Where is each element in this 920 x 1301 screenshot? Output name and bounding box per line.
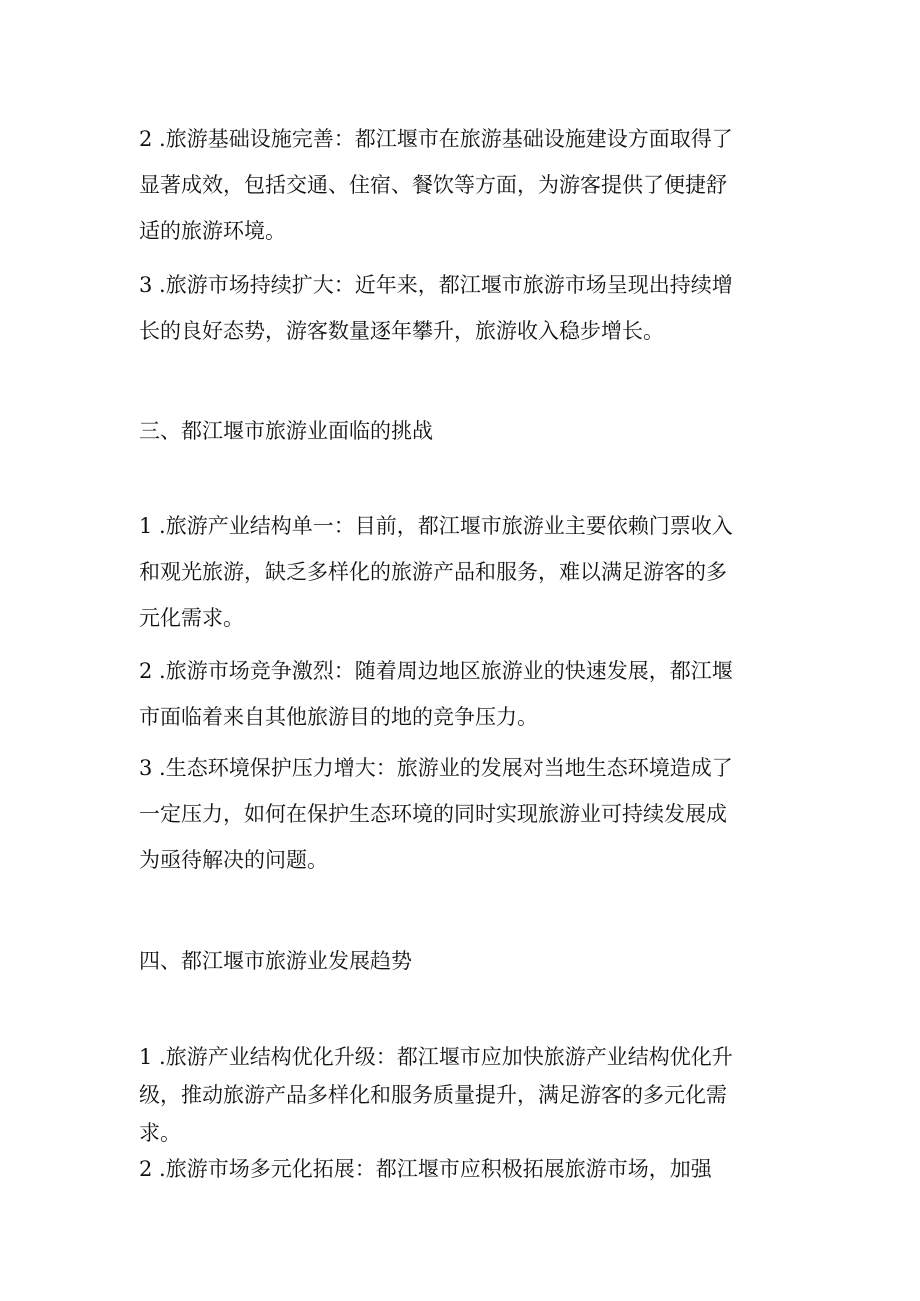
section-heading-challenges: 三、都江堰市旅游业面临的挑战 xyxy=(139,419,433,443)
text-line: 和观光旅游，缺乏多样化的旅游产品和服务，难以满足游客的多 xyxy=(139,560,727,584)
paragraph-structure-upgrade xyxy=(139,1038,789,1152)
text-line: 2 .旅游市场竞争激烈：随着周边地区旅游业的快速发展，都江堰 xyxy=(139,659,733,683)
text-line: 1 .旅游产业结构优化升级：都江堰市应加快旅游产业结构优化升 xyxy=(139,1045,733,1069)
text-line: 级，推动旅游产品多样化和服务质量提升，满足游客的多元化需 xyxy=(139,1083,727,1107)
text-line: 元化需求。 xyxy=(139,606,244,630)
text-line: 长的良好态势，游客数量逐年攀升，旅游收入稳步增长。 xyxy=(139,319,664,343)
paragraph-market-expansion xyxy=(139,262,789,354)
paragraph-competition xyxy=(139,648,789,740)
text-line: 3 .旅游市场持续扩大：近年来，都江堰市旅游市场呈现出持续增 xyxy=(139,273,733,297)
text-line: 适的旅游环境。 xyxy=(139,219,286,243)
section-heading-trends: 四、都江堰市旅游业发展趋势 xyxy=(139,949,412,973)
text-line: 2 .旅游市场多元化拓展：都江堰市应积极拓展旅游市场，加强 xyxy=(139,1157,712,1181)
text-line: 一定压力，如何在保护生态环境的同时实现旅游业可持续发展成 xyxy=(139,802,727,826)
paragraph-market-diversification xyxy=(139,1146,789,1192)
paragraph-single-structure xyxy=(139,503,789,641)
text-line: 求。 xyxy=(139,1121,181,1145)
paragraph-ecology-pressure xyxy=(139,745,789,883)
text-line: 2 .旅游基础设施完善：都江堰市在旅游基础设施建设方面取得了 xyxy=(139,127,733,151)
text-line: 3 .生态环境保护压力增大：旅游业的发展对当地生态环境造成了 xyxy=(139,756,733,780)
text-line: 为亟待解决的问题。 xyxy=(139,848,328,872)
text-line: 市面临着来自其他旅游目的地的竞争压力。 xyxy=(139,705,538,729)
text-line: 显著成效，包括交通、住宿、餐饮等方面，为游客提供了便捷舒 xyxy=(139,173,727,197)
paragraph-infrastructure xyxy=(139,116,789,254)
text-line: 1 .旅游产业结构单一：目前，都江堰市旅游业主要依赖门票收入 xyxy=(139,514,733,538)
